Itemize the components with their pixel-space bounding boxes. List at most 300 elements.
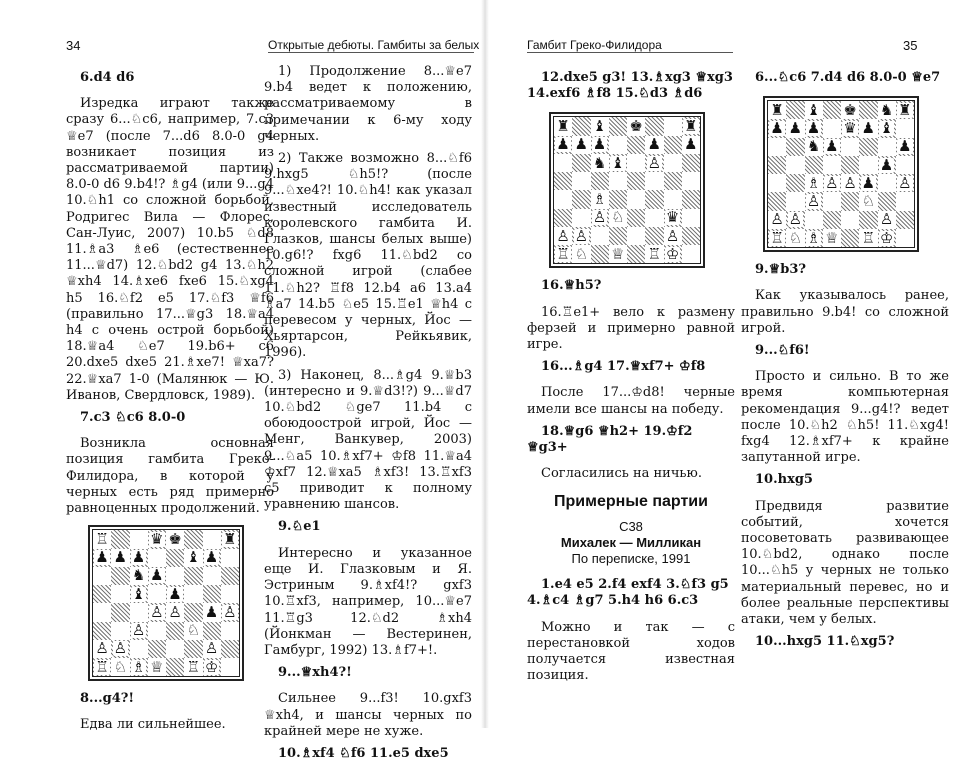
board-square: [221, 585, 239, 603]
chess-piece: ♙: [879, 210, 894, 229]
board-square: [111, 658, 129, 676]
board-square: [768, 174, 786, 192]
board-square: [554, 245, 572, 263]
board-square: [805, 156, 823, 174]
board-square: [591, 117, 609, 135]
board-square: [664, 209, 682, 227]
board-square: [203, 549, 221, 567]
board-square: [896, 229, 914, 247]
board-square: [786, 192, 804, 210]
chess-piece: ♚: [843, 100, 857, 119]
move-line: 16...♗g4 17.♕xf7+ ♔f8: [541, 359, 706, 375]
chess-piece: ♟: [204, 602, 219, 621]
board-square: [805, 192, 823, 210]
board-square: [111, 585, 129, 603]
board-square: [221, 603, 239, 621]
chess-piece: ♘: [113, 657, 128, 676]
right-column-1: [527, 64, 735, 690]
chess-piece: ♙: [113, 639, 128, 658]
board-square: [130, 567, 148, 585]
board-square: [682, 136, 700, 154]
board-square: [184, 567, 202, 585]
paragraph: Сильнее 9...f3! 10.gxf3 ♕xh4, и шансы черных по крайней мере не хуже.: [264, 691, 472, 739]
board-square: [896, 192, 914, 210]
board-square: [859, 174, 877, 192]
board-square: [664, 117, 682, 135]
left-page: [0, 0, 485, 761]
board-square: [682, 245, 700, 263]
chessboard: [553, 116, 701, 264]
board-square: [130, 658, 148, 676]
board-square: [203, 585, 221, 603]
chess-piece: ♙: [204, 639, 219, 658]
board-square: [859, 138, 877, 156]
paragraph: 16.♖e1+ вело к размену ферзей и примерно равной игре.: [527, 304, 735, 353]
board-square: [627, 172, 645, 190]
chess-piece: ♕: [611, 244, 625, 263]
chess-piece: ♜: [684, 117, 698, 136]
move-line: 10.♗xf4 ♘f6 11.e5 dxe5: [278, 745, 449, 761]
chess-piece: ♞: [879, 100, 894, 119]
header-rule-left: [268, 52, 474, 53]
left-column-2: [264, 64, 472, 772]
chess-piece: ♚: [629, 117, 643, 136]
board-square: [591, 172, 609, 190]
board-square: [203, 567, 221, 585]
chess-piece: ♟: [861, 173, 876, 192]
board-square: [93, 585, 111, 603]
chess-piece: ♕: [825, 228, 839, 247]
paragraph: Можно и так — с перестановкой ходов получается известная позиция.: [527, 619, 735, 684]
board-square: [148, 567, 166, 585]
chess-piece: ♟: [788, 119, 803, 138]
board-square: [148, 640, 166, 658]
chess-piece: ♖: [556, 244, 570, 263]
chess-piece: ♗: [592, 190, 607, 209]
board-square: [93, 530, 111, 548]
chess-piece: ♝: [879, 119, 894, 138]
chess-piece: ♖: [186, 657, 201, 676]
board-square: [93, 640, 111, 658]
chess-piece: ♙: [592, 208, 607, 227]
board-square: [768, 211, 786, 229]
board-square: [572, 245, 590, 263]
board-square: [786, 229, 804, 247]
board-square: [682, 154, 700, 172]
paragraph: 2) Также возможно 8...♘f6 9.hxg5 ♘h5!? (после 9...♘xe4?! 10.♘h4! как указал известный исследователь королевского гамбита И. Глазков, шансы белых выше) 10.g6!? fxg6 11.♘bd2 со сложной игрой (слабее 11.♘h2? ♖f8 12.b4 a6 13.a4 ♗a7 14.b5 ♘e5 15.♖e1 ♕h4 с перевесом у черных, Йос — Хьяртарсон, Рейкьявик, 1996).: [264, 151, 472, 361]
board-square: [591, 209, 609, 227]
chess-piece: ♟: [647, 135, 662, 154]
board-square: [786, 101, 804, 119]
section-title: Примерные партии: [554, 493, 708, 511]
chess-piece: ♞: [806, 137, 821, 156]
chess-piece: ♗: [806, 228, 821, 247]
chess-piece: ♙: [150, 602, 164, 621]
board-square: [859, 229, 877, 247]
board-square: [591, 154, 609, 172]
board-square: [221, 567, 239, 585]
chess-piece: ♝: [611, 153, 625, 172]
chess-piece: ♛: [665, 208, 680, 227]
chess-piece: ♙: [898, 173, 912, 192]
move-line: 9...♘f6!: [755, 343, 810, 359]
board-square: [184, 549, 202, 567]
board-square: [572, 172, 590, 190]
board-square: [166, 658, 184, 676]
chess-piece: ♝: [131, 584, 146, 603]
board-square: [664, 227, 682, 245]
chess-piece: ♙: [95, 639, 109, 658]
board-square: [768, 229, 786, 247]
chess-piece: ♟: [684, 135, 698, 154]
board-square: [878, 174, 896, 192]
chess-piece: ♟: [131, 548, 146, 567]
board-square: [609, 117, 627, 135]
paragraph: Предвидя развитие событий, хочется посоветовать развивающее 10.♘bd2, однако после 10...♘h5 у черных не только материальный перевес, но и более реальные перспективы атаки, чем у белых.: [741, 498, 949, 628]
chess-piece: ♞: [592, 153, 607, 172]
board-square: [148, 585, 166, 603]
chess-piece: ♙: [806, 192, 821, 211]
chess-piece: ♟: [204, 548, 219, 567]
board-square: [203, 622, 221, 640]
game-players: Михалек — Милликан: [560, 534, 702, 550]
board-square: [805, 229, 823, 247]
chess-piece: ♗: [131, 657, 146, 676]
board-square: [896, 174, 914, 192]
board-square: [572, 117, 590, 135]
board-square: [878, 138, 896, 156]
chess-piece: ♟: [861, 119, 876, 138]
board-square: [93, 603, 111, 621]
chess-piece: ♔: [204, 657, 219, 676]
board-square: [627, 117, 645, 135]
board-square: [664, 154, 682, 172]
board-square: [130, 640, 148, 658]
board-square: [166, 640, 184, 658]
move-line: 10...hxg5 11.♘xg5?: [755, 634, 895, 650]
chess-piece: ♝: [592, 117, 607, 136]
board-square: [664, 190, 682, 208]
chess-piece: ♟: [770, 119, 784, 138]
board-square: [645, 209, 663, 227]
running-head-right: Гамбит Греко-Филидора: [527, 38, 662, 52]
board-square: [572, 154, 590, 172]
board-square: [166, 549, 184, 567]
board-square: [896, 119, 914, 137]
board-square: [645, 117, 663, 135]
board-square: [203, 658, 221, 676]
board-square: [859, 192, 877, 210]
board-square: [627, 136, 645, 154]
chess-piece: ♘: [788, 228, 803, 247]
board-square: [627, 227, 645, 245]
chess-piece: ♝: [186, 548, 201, 567]
page-number-right: 35: [903, 38, 918, 53]
page-number-left: 34: [66, 38, 81, 53]
board-square: [768, 192, 786, 210]
board-square: [93, 567, 111, 585]
board-square: [627, 245, 645, 263]
chess-piece: ♜: [556, 117, 570, 136]
chess-piece: ♟: [574, 135, 589, 154]
header-rule-right: [527, 52, 733, 53]
move-line: 9.♕b3?: [755, 262, 806, 278]
board-square: [768, 119, 786, 137]
board-square: [591, 227, 609, 245]
board-square: [166, 622, 184, 640]
board-square: [805, 101, 823, 119]
board-square: [627, 209, 645, 227]
board-square: [554, 136, 572, 154]
board-square: [203, 603, 221, 621]
board-square: [221, 530, 239, 548]
chess-piece: ♙: [556, 226, 570, 245]
chess-piece: ♟: [592, 135, 607, 154]
chess-piece: ♔: [665, 244, 680, 263]
board-square: [805, 119, 823, 137]
board-square: [768, 138, 786, 156]
move-line: 9.♘e1: [278, 519, 321, 535]
board-square: [823, 156, 841, 174]
board-square: [184, 622, 202, 640]
board-square: [93, 622, 111, 640]
board-square: [148, 549, 166, 567]
paragraph: 3) Наконец, 8...♗g4 9.♕b3 (интересно и 9.♕d3!?) 9...♕d7 10.♘bd2 ♘ge7 11.b4 с обоюдоострой игрой, Йос — Менг, Ванкувер, 2003) 9...♘a5 10.♗xf7+ ♔f8 11.♕a4 ♔xf7 12.♕xa5 ♗xf3! 13.♖xf3 c5 приводит к полному уравнению шансов.: [264, 367, 472, 513]
chess-piece: ♞: [131, 566, 146, 585]
chess-piece: ♙: [574, 226, 589, 245]
board-square: [111, 622, 129, 640]
board-square: [554, 190, 572, 208]
board-square: [896, 101, 914, 119]
board-square: [805, 138, 823, 156]
board-square: [645, 227, 663, 245]
move-line: 9...♕xh4?!: [278, 665, 352, 681]
move-line: 1.e4 e5 2.f4 exf4 3.♘f3 g5 4.♗c4 ♗g7 5.h4 h6 6.c3: [527, 577, 729, 609]
chess-piece: ♙: [647, 153, 662, 172]
chess-piece: ♟: [113, 548, 128, 567]
board-square: [93, 549, 111, 567]
chess-piece: ♚: [168, 529, 182, 548]
board-square: [682, 209, 700, 227]
board-square: [148, 658, 166, 676]
board-square: [786, 138, 804, 156]
board-square: [645, 136, 663, 154]
board-square: [166, 585, 184, 603]
board-square: [878, 156, 896, 174]
board-square: [591, 136, 609, 154]
chess-piece: ♘: [611, 208, 625, 227]
board-square: [823, 119, 841, 137]
board-square: [878, 192, 896, 210]
move-line: 6.d4 d6: [80, 70, 135, 85]
board-square: [841, 211, 859, 229]
chess-piece: ♟: [556, 135, 570, 154]
move-line: 18.♕g6 ♕h2+ 19.♔f2 ♕g3+: [527, 423, 693, 456]
board-square: [554, 117, 572, 135]
chess-piece: ♜: [898, 100, 912, 119]
chess-piece: ♟: [150, 566, 164, 585]
chess-piece: ♙: [770, 210, 784, 229]
board-square: [682, 172, 700, 190]
board-square: [841, 138, 859, 156]
board-square: [130, 603, 148, 621]
board-square: [896, 156, 914, 174]
board-square: [184, 585, 202, 603]
board-square: [896, 138, 914, 156]
board-square: [645, 154, 663, 172]
right-column-2: [741, 64, 949, 660]
board-square: [627, 190, 645, 208]
board-square: [859, 101, 877, 119]
board-square: [841, 174, 859, 192]
board-square: [554, 172, 572, 190]
chess-piece: ♖: [95, 657, 109, 676]
board-square: [111, 603, 129, 621]
move-line: 6...♘c6 7.d4 d6 8.0-0 ♕e7: [755, 70, 941, 85]
board-square: [111, 549, 129, 567]
board-square: [859, 156, 877, 174]
board-square: [645, 172, 663, 190]
board-square: [609, 245, 627, 263]
right-page: [485, 0, 970, 728]
chess-piece: ♘: [186, 621, 201, 640]
paragraph: Интересно и указанное еще И. Глазковым и Я. Эстриным 9.♗xf4!? gxf3 10.♖xf3, например, 10...♕e7 11.♖g3 12.♘d2 ♗xh4 (Йонкман — Вестеринен, Гамбург, 1992) 13.♗f7+!.: [264, 545, 472, 658]
board-square: [896, 211, 914, 229]
chess-piece: ♟: [95, 548, 109, 567]
paragraph: 1) Продолжение 8...♕e7 9.b4 ведет к положению, рассматриваемому в примечании к 6-му ходу черных.: [264, 64, 472, 144]
board-square: [148, 603, 166, 621]
board-square: [572, 227, 590, 245]
chess-piece: ♙: [223, 602, 237, 621]
board-square: [878, 101, 896, 119]
board-square: [859, 119, 877, 137]
chess-piece: ♟: [898, 137, 912, 156]
chess-piece: ♖: [861, 228, 876, 247]
chess-piece: ♝: [806, 100, 821, 119]
board-square: [609, 172, 627, 190]
board-square: [166, 603, 184, 621]
board-square: [786, 119, 804, 137]
board-square: [130, 549, 148, 567]
chess-piece: ♜: [770, 100, 784, 119]
game-code: C38: [619, 518, 643, 534]
chess-piece: ♙: [131, 621, 146, 640]
board-square: [111, 530, 129, 548]
board-square: [664, 136, 682, 154]
board-square: [841, 192, 859, 210]
board-square: [823, 101, 841, 119]
board-square: [627, 154, 645, 172]
board-square: [682, 227, 700, 245]
board-square: [184, 658, 202, 676]
board-square: [221, 640, 239, 658]
board-square: [609, 190, 627, 208]
board-square: [609, 136, 627, 154]
board-square: [645, 245, 663, 263]
board-square: [572, 190, 590, 208]
board-square: [93, 658, 111, 676]
chess-piece: ♟: [168, 584, 182, 603]
board-square: [148, 530, 166, 548]
paragraph: Согласились на ничью.: [541, 466, 702, 482]
board-square: [841, 229, 859, 247]
board-square: [841, 156, 859, 174]
board-square: [786, 156, 804, 174]
board-square: [609, 154, 627, 172]
board-square: [554, 154, 572, 172]
board-square: [148, 622, 166, 640]
chess-piece: ♗: [806, 173, 821, 192]
chess-piece: ♟: [806, 119, 821, 138]
board-square: [221, 549, 239, 567]
board-square: [130, 530, 148, 548]
board-square: [786, 174, 804, 192]
board-square: [554, 227, 572, 245]
board-square: [878, 211, 896, 229]
board-square: [878, 119, 896, 137]
board-square: [823, 138, 841, 156]
board-square: [805, 174, 823, 192]
board-square: [130, 622, 148, 640]
chess-diagram: [88, 525, 244, 681]
running-head-left: Открытые дебюты. Гамбиты за белых: [268, 38, 480, 52]
board-square: [664, 245, 682, 263]
board-square: [591, 190, 609, 208]
paragraph: После 17...♔d8! черные имели все шансы на победу.: [527, 385, 735, 417]
board-square: [203, 530, 221, 548]
board-square: [859, 211, 877, 229]
board-square: [572, 136, 590, 154]
board-square: [786, 211, 804, 229]
board-square: [554, 209, 572, 227]
paragraph: Просто и сильно. В то же время компьютерная рекомендация 9...g4!? ведет после 10.♘h2 ♘h5! 11.♘xg4! fxg4 12.♗xf7+ к крайне запутанной игре.: [741, 369, 949, 466]
chess-piece: ♙: [843, 173, 857, 192]
move-line: 8...g4?!: [80, 691, 135, 707]
chess-diagram: [763, 96, 919, 252]
board-square: [184, 530, 202, 548]
board-square: [591, 245, 609, 263]
chess-piece: ♜: [223, 529, 237, 548]
board-square: [166, 530, 184, 548]
board-square: [166, 567, 184, 585]
board-square: [111, 640, 129, 658]
board-square: [823, 174, 841, 192]
board-square: [682, 117, 700, 135]
chess-diagram: [549, 112, 705, 268]
board-square: [768, 156, 786, 174]
board-square: [841, 119, 859, 137]
chess-piece: ♟: [879, 155, 894, 174]
move-line: 16.♕h5?: [541, 278, 602, 294]
board-square: [805, 211, 823, 229]
board-square: [823, 229, 841, 247]
board-square: [645, 190, 663, 208]
chessboard: [92, 529, 240, 677]
paragraph: Возникла основная позиция гамбита Греко-Филидора, в которой у черных есть ряд примерно равноценных продолжений.: [66, 436, 274, 517]
game-venue: По переписке, 1991: [571, 551, 691, 567]
chess-piece: ♙: [788, 210, 803, 229]
board-square: [841, 101, 859, 119]
board-square: [609, 227, 627, 245]
chess-piece: ♙: [168, 602, 182, 621]
board-square: [184, 640, 202, 658]
board-square: [221, 622, 239, 640]
chess-piece: ♛: [843, 119, 857, 138]
board-square: [111, 567, 129, 585]
board-square: [221, 658, 239, 676]
paragraph: Как указывалось ранее, правильно 9.b4! со сложной игрой.: [741, 288, 949, 336]
left-column-1: [66, 64, 274, 740]
